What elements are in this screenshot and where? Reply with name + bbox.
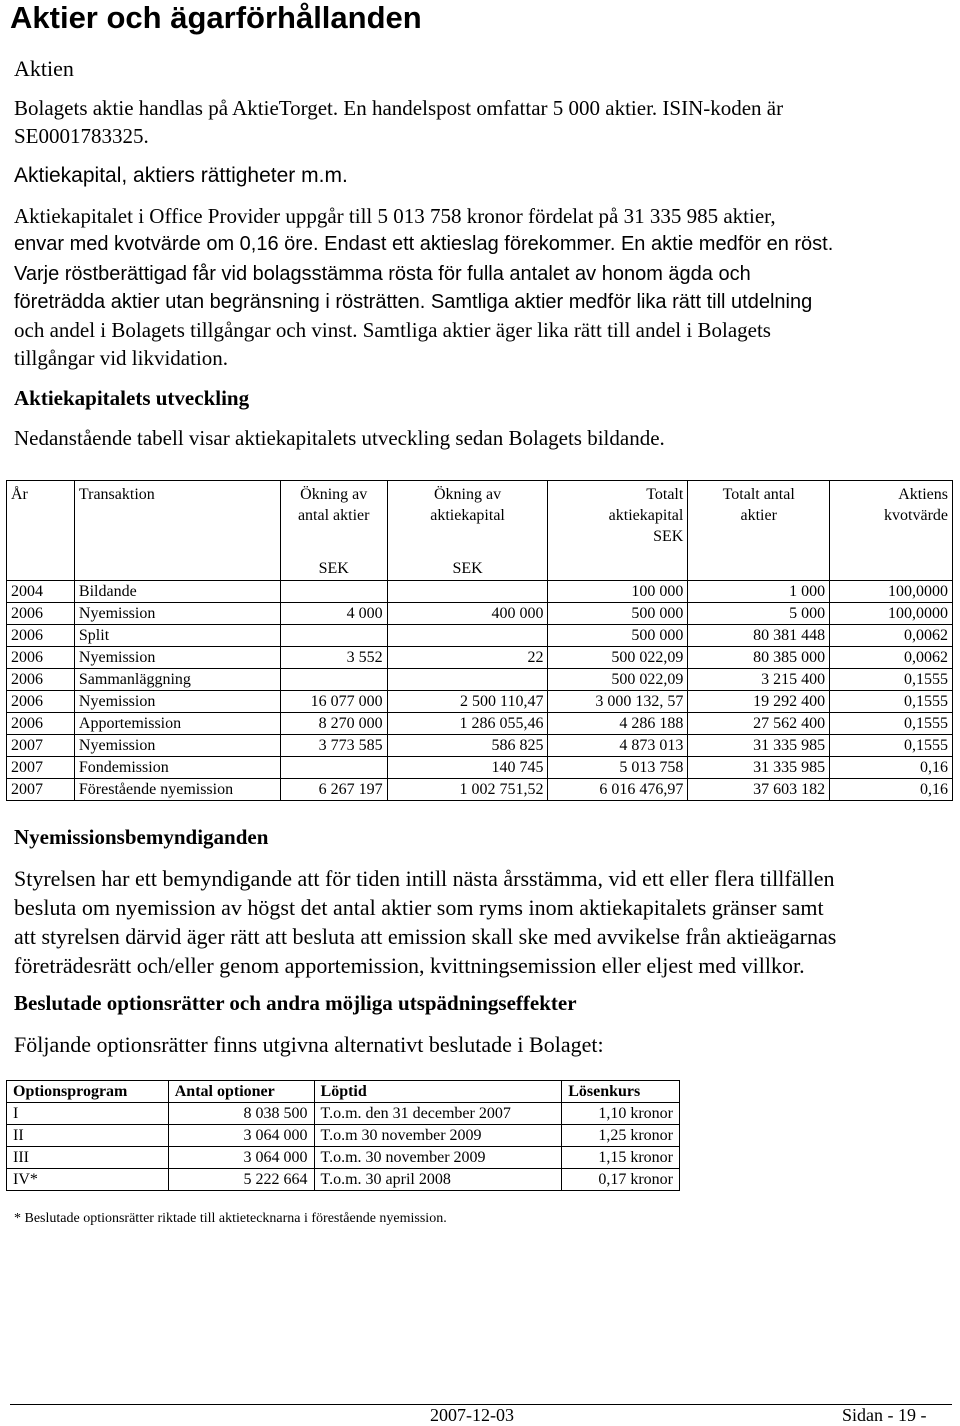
table-cell: 100 000 (548, 581, 688, 603)
table-cell: 0,1555 (830, 691, 953, 713)
table-cell: 140 745 (387, 757, 548, 779)
table-cell (387, 669, 548, 691)
table-cell: 2006 (7, 647, 75, 669)
footer-date: 2007-12-03 (430, 1405, 514, 1425)
header-line: antal aktier (297, 507, 370, 524)
table-cell: Nyemission (74, 735, 280, 757)
aktiekapital-line: Aktiekapitalet i Office Provider uppgår till 5 013 758 kronor fördelat på 31 335 985 aktier, (14, 204, 776, 228)
table-cell (280, 581, 387, 603)
table-unit-row (7, 558, 953, 581)
options-cell: T.o.m 30 november 2009 (314, 1125, 562, 1147)
table-cell (387, 625, 548, 647)
options-cell: T.o.m. 30 april 2008 (314, 1169, 562, 1191)
table-cell: 586 825 (387, 735, 548, 757)
unit-cell (74, 558, 280, 581)
table-cell: Split (74, 625, 280, 647)
table-cell: 500 022,09 (548, 669, 688, 691)
aktiekapital-line: och andel i Bolagets tillgångar och vinst. Samtliga aktier äger lika rätt till andel i Bolagets (14, 318, 771, 342)
bemyndigande-line: att styrelsen därvid äger rätt att besluta att emission skall ske med avvikelse från aktieägarnas (14, 924, 837, 949)
table-cell: 3 000 132, 57 (548, 691, 688, 713)
options-cell: T.o.m. den 31 december 2007 (314, 1103, 562, 1125)
header-line: aktiekapital (430, 507, 505, 524)
aktiekapital-line: företrädda aktier utan begränsning i rösträtten. Samtliga aktier medför lika rätt till utdelning (14, 291, 813, 313)
table-cell: Förestående nyemission (74, 779, 280, 801)
table-header-row (7, 481, 953, 559)
options-cell: 3 064 000 (168, 1147, 314, 1169)
table-cell: 2006 (7, 669, 75, 691)
header-total-capital (548, 481, 688, 559)
heading-nyemissionsbemyndiganden: Nyemissionsbemyndiganden (14, 825, 269, 849)
aktien-text-line2: SE0001783325. (14, 124, 149, 148)
options-row (7, 1103, 680, 1125)
capital-development-table (6, 480, 953, 801)
table-cell: 4 873 013 (548, 735, 688, 757)
table-cell: Nyemission (74, 647, 280, 669)
header-line: Ökning av (434, 486, 502, 503)
table-cell: 31 335 985 (688, 735, 830, 757)
table-row (7, 647, 953, 669)
unit-cell: SEK (280, 558, 387, 581)
table-cell: 500 000 (548, 625, 688, 647)
header-line: kvotvärde (884, 507, 948, 524)
table-cell: 2 500 110,47 (387, 691, 548, 713)
unit-cell (7, 558, 75, 581)
table-cell: 0,16 (830, 757, 953, 779)
table-cell: Apportemission (74, 713, 280, 735)
table-cell: 19 292 400 (688, 691, 830, 713)
table-cell: 5 013 758 (548, 757, 688, 779)
options-header-count: Antal optioner (168, 1081, 314, 1103)
options-cell: 5 222 664 (168, 1169, 314, 1191)
options-cell: 1,15 kronor (562, 1147, 680, 1169)
options-footnote: * Beslutade optionsrätter riktade till aktietecknarna i förestående nyemission. (14, 1211, 447, 1226)
options-header-term: Löptid (314, 1081, 562, 1103)
header-line: SEK (653, 528, 684, 545)
options-header-row (7, 1081, 680, 1103)
header-line: Ökning av (300, 486, 368, 503)
table-cell: 27 562 400 (688, 713, 830, 735)
table-cell (280, 757, 387, 779)
options-row (7, 1147, 680, 1169)
heading-aktiekapital: Aktiekapital, aktiers rättigheter m.m. (14, 164, 348, 187)
table-cell: 80 385 000 (688, 647, 830, 669)
table-cell: 1 000 (688, 581, 830, 603)
table-cell: 500 022,09 (548, 647, 688, 669)
table-cell: 2007 (7, 735, 75, 757)
options-cell: III (7, 1147, 169, 1169)
table-cell: 80 381 448 (688, 625, 830, 647)
table-cell (387, 581, 548, 603)
unit-cell (830, 558, 953, 581)
options-header-program: Optionsprogram (7, 1081, 169, 1103)
header-line: Aktiens (898, 486, 948, 503)
table-cell: 2006 (7, 625, 75, 647)
table-row (7, 713, 953, 735)
table-cell: 4 000 (280, 603, 387, 625)
table-row (7, 779, 953, 801)
table-cell: 100,0000 (830, 581, 953, 603)
table-cell: 0,0062 (830, 625, 953, 647)
table-cell: Nyemission (74, 603, 280, 625)
unit-cell (548, 558, 688, 581)
header-year: År (7, 481, 75, 559)
table-cell: 6 016 476,97 (548, 779, 688, 801)
table-row (7, 625, 953, 647)
options-header-strike: Lösenkurs (562, 1081, 680, 1103)
options-row (7, 1125, 680, 1147)
table-row (7, 603, 953, 625)
table-cell: 8 270 000 (280, 713, 387, 735)
table-cell: 3 215 400 (688, 669, 830, 691)
table-cell: Bildande (74, 581, 280, 603)
table-row (7, 691, 953, 713)
bemyndigande-line: företrädesrätt och/eller genom apportemission, kvittningsemission eller eljest med villkor. (14, 953, 805, 978)
heading-aktiekapitalets-utveckling: Aktiekapitalets utveckling (14, 386, 250, 410)
header-increase-shares (280, 481, 387, 559)
table-cell (280, 669, 387, 691)
options-cell: 1,10 kronor (562, 1103, 680, 1125)
options-cell: T.o.m. 30 november 2009 (314, 1147, 562, 1169)
table-cell: 6 267 197 (280, 779, 387, 801)
header-quota-value (830, 481, 953, 559)
table-cell: 2006 (7, 691, 75, 713)
table-cell: 3 773 585 (280, 735, 387, 757)
header-increase-capital (387, 481, 548, 559)
table-cell: 2006 (7, 603, 75, 625)
aktiekapital-line: tillgångar vid likvidation. (14, 346, 229, 370)
options-table (6, 1080, 680, 1191)
table-cell: 1 002 751,52 (387, 779, 548, 801)
table-cell: 0,1555 (830, 669, 953, 691)
table-cell: Fondemission (74, 757, 280, 779)
header-line: aktiekapital (608, 507, 684, 524)
table-cell: Sammanläggning (74, 669, 280, 691)
table-cell: 5 000 (688, 603, 830, 625)
table-cell: 1 286 055,46 (387, 713, 548, 735)
heading-aktien: Aktien (14, 56, 74, 81)
header-line: Totalt antal (722, 486, 795, 503)
table-cell: 400 000 (387, 603, 548, 625)
table-cell: 2007 (7, 779, 75, 801)
options-cell: 3 064 000 (168, 1125, 314, 1147)
table-cell: 500 000 (548, 603, 688, 625)
table-cell: 22 (387, 647, 548, 669)
table-cell: 0,0062 (830, 647, 953, 669)
table-cell: 3 552 (280, 647, 387, 669)
aktiekapital-line: envar med kvotvärde om 0,16 öre. Endast ett aktieslag förekommer. En aktie medför en röst. (14, 233, 834, 255)
aktiekapital-line: Varje röstberättigad får vid bolagsstämma rösta för fulla antalet av honom ägda och (14, 263, 751, 285)
table-row (7, 581, 953, 603)
header-line: aktier (740, 507, 777, 524)
table-row (7, 757, 953, 779)
header-transaction: Transaktion (74, 481, 280, 559)
table-cell: 2004 (7, 581, 75, 603)
table-cell: 31 335 985 (688, 757, 830, 779)
options-cell: II (7, 1125, 169, 1147)
bemyndigande-line: Styrelsen har ett bemyndigande att för tiden intill nästa årsstämma, vid ett eller flera tillfällen (14, 866, 835, 891)
table-cell: 0,1555 (830, 713, 953, 735)
options-row (7, 1169, 680, 1191)
table-cell: 0,16 (830, 779, 953, 801)
table-cell: 2006 (7, 713, 75, 735)
table-row (7, 669, 953, 691)
page-title: Aktier och ägarförhållanden (10, 0, 422, 35)
table-cell: 4 286 188 (548, 713, 688, 735)
options-cell: 0,17 kronor (562, 1169, 680, 1191)
options-cell: 1,25 kronor (562, 1125, 680, 1147)
options-cell: 8 038 500 (168, 1103, 314, 1125)
table-cell: 16 077 000 (280, 691, 387, 713)
options-intro: Följande optionsrätter finns utgivna alternativt beslutade i Bolaget: (14, 1032, 604, 1057)
table-row (7, 735, 953, 757)
table-cell: 37 603 182 (688, 779, 830, 801)
utveckling-intro: Nedanstående tabell visar aktiekapitalets utveckling sedan Bolagets bildande. (14, 426, 665, 450)
aktien-text-line1: Bolagets aktie handlas på AktieTorget. En handelspost omfattar 5 000 aktier. ISIN-koden är (14, 96, 784, 120)
header-line: Totalt (646, 486, 684, 503)
table-cell: 0,1555 (830, 735, 953, 757)
unit-cell (688, 558, 830, 581)
footer-page-number: Sidan - 19 - (842, 1405, 927, 1425)
unit-cell: SEK (387, 558, 548, 581)
options-cell: I (7, 1103, 169, 1125)
table-cell: 100,0000 (830, 603, 953, 625)
table-cell (280, 625, 387, 647)
header-total-shares (688, 481, 830, 559)
table-cell: Nyemission (74, 691, 280, 713)
bemyndigande-line: besluta om nyemission av högst det antal aktier som ryms inom aktiekapitalets gränser samt (14, 895, 824, 920)
heading-optionsratter: Beslutade optionsrätter och andra möjliga utspädningseffekter (14, 991, 577, 1015)
options-cell: IV* (7, 1169, 169, 1191)
table-cell: 2007 (7, 757, 75, 779)
